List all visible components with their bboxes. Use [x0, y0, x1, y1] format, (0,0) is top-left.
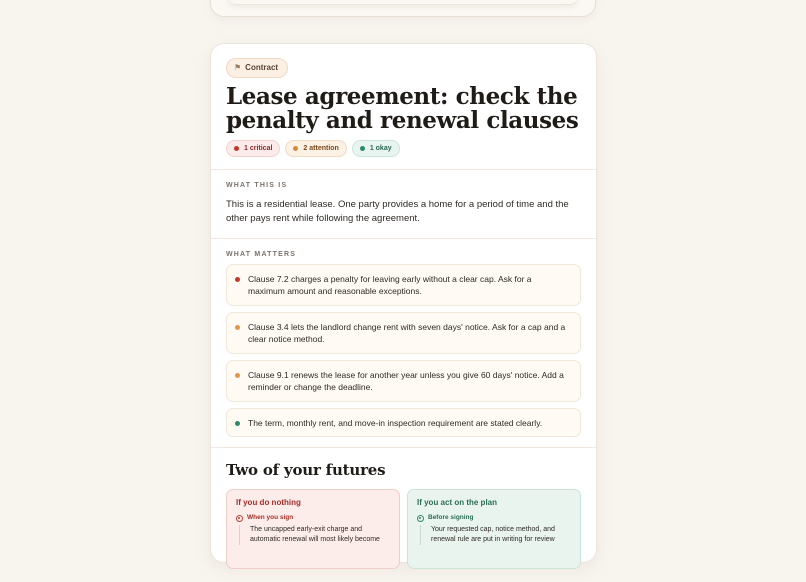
do-nothing-title: If you do nothing	[236, 498, 301, 507]
previous-card	[210, 0, 596, 17]
critical-dot-icon	[234, 146, 239, 151]
futures-columns	[226, 489, 581, 569]
okay-dot-icon	[235, 421, 240, 426]
step-label: Before signing	[428, 514, 474, 521]
timeline-marker-icon	[417, 515, 424, 522]
finding-item[interactable]	[226, 264, 581, 306]
act-on-plan-panel	[407, 489, 581, 569]
futures-section	[211, 448, 596, 582]
summary-text: This is a residential lease. One party provides a home for a period of time and the other pays rent while following the agreement.	[226, 198, 569, 224]
timeline-marker-icon	[236, 515, 243, 522]
okay-dot-icon	[360, 146, 365, 151]
attention-dot-icon	[235, 373, 240, 378]
finding-text: Clause 9.1 renews the lease for another year unless you give 60 days' notice. Add a reminder or change the deadline.	[248, 369, 564, 392]
finding-text: The term, monthly rent, and move-in inspection requirement are stated clearly.	[248, 417, 543, 428]
section-heading: WHAT THIS IS	[226, 181, 288, 189]
severity-summary	[226, 140, 581, 157]
okay-count-label: 1 okay	[369, 144, 392, 152]
flag-icon: ⚑	[234, 63, 242, 72]
what-matters-section	[211, 239, 596, 449]
act-on-plan-title: If you act on the plan	[417, 498, 498, 507]
okay-count-chip[interactable]	[352, 140, 400, 157]
do-nothing-panel	[226, 489, 400, 569]
what-this-is-section	[211, 170, 596, 239]
card-header	[211, 44, 596, 170]
futures-heading: Two of your futures	[226, 461, 386, 479]
attention-count-chip[interactable]	[285, 140, 346, 157]
contract-review-card	[210, 43, 597, 563]
finding-item[interactable]	[226, 312, 581, 354]
page-title: Lease agreement: check the penalty and renewal clauses	[226, 82, 579, 134]
finding-item[interactable]	[226, 408, 581, 438]
section-heading: WHAT MATTERS	[226, 250, 297, 258]
attention-dot-icon	[235, 325, 240, 330]
attention-dot-icon	[293, 146, 298, 151]
finding-item[interactable]	[226, 360, 581, 402]
step-label: When you sign	[247, 514, 294, 521]
step-text: The uncapped early-exit charge and automatic renewal will most likely become	[239, 525, 390, 545]
finding-text: Clause 3.4 lets the landlord change rent with seven days' notice. Ask for a cap and a clear notice method.	[248, 321, 566, 344]
previous-card-inner	[227, 0, 579, 5]
timeline-step	[417, 514, 571, 522]
critical-count-chip[interactable]	[226, 140, 280, 157]
document-type-label: Contract	[245, 63, 279, 72]
critical-dot-icon	[235, 277, 240, 282]
document-type-tag	[226, 58, 288, 78]
critical-count-label: 1 critical	[244, 144, 273, 152]
finding-text: Clause 7.2 charges a penalty for leaving early without a clear cap. Ask for a maximum amount and reasonable exceptions.	[248, 273, 532, 296]
timeline-step	[236, 514, 390, 522]
attention-count-label: 2 attention	[303, 144, 339, 152]
step-text: Your requested cap, notice method, and renewal rule are put in writing for review	[420, 525, 571, 545]
